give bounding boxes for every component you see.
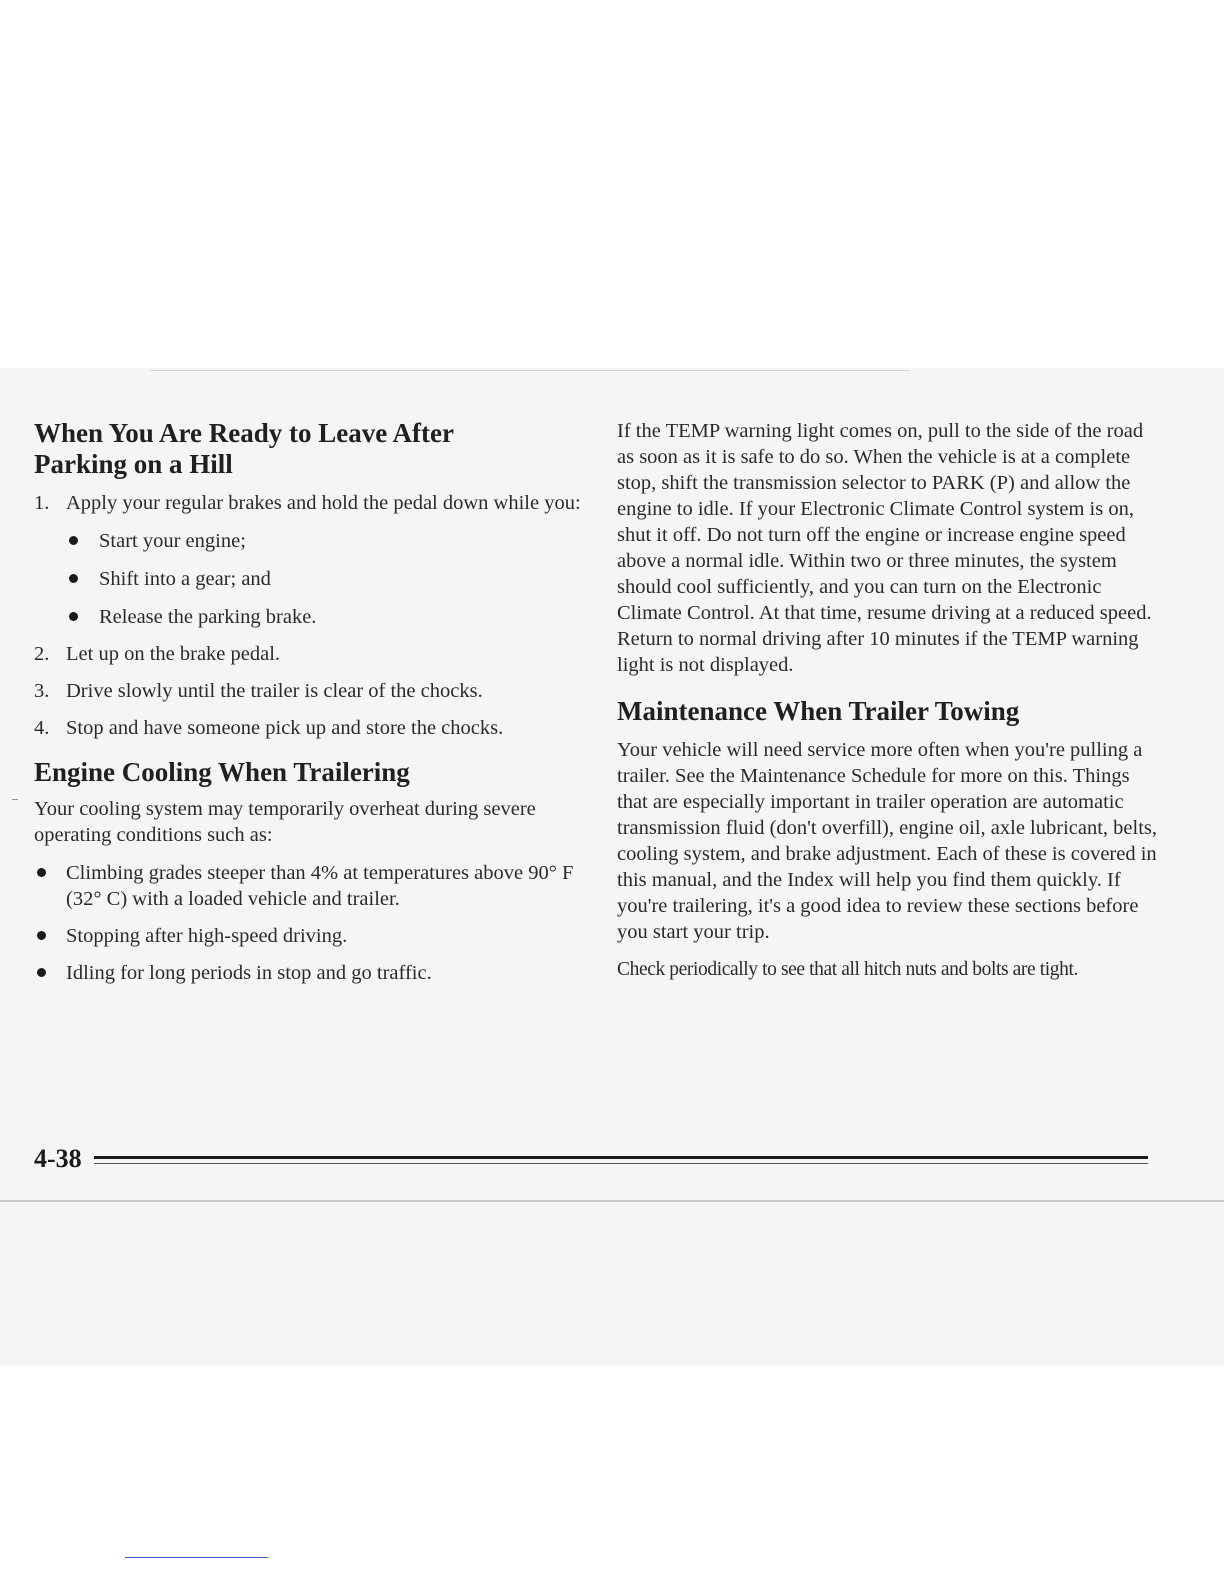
- scan-edge-line: [150, 370, 910, 371]
- page-number: 4-38: [34, 1144, 82, 1173]
- scan-edge-line-bottom: [0, 1200, 1224, 1202]
- step-item: [34, 715, 594, 741]
- stray-scan-mark: [12, 799, 18, 800]
- step-text: Let up on the brake pedal.: [66, 643, 281, 665]
- footer-rule-thin: [94, 1163, 1148, 1164]
- bullet-item: [34, 860, 594, 912]
- step-item: [34, 678, 594, 704]
- sub-bullet-item: [66, 604, 594, 630]
- temp-warning-paragraph: If the TEMP warning light comes on, pull to the side of the road as soon as it is safe to do so. When the vehicle is at a complete stop, shift the transmission selector to PARK (P) and allow the engine to idle. If your Electronic Climate Control system is on, shut it off. Do not turn off the engine or increase engine speed above a normal idle. Within two or three minutes, the system should cool sufficiently, and you can turn on the Electronic Climate Control. At that time, resume driving at a reduced speed. Return to normal driving after 10 minutes if the TEMP warning light is not displayed.: [617, 420, 1152, 676]
- section-heading-engine-cooling: Engine Cooling When Trailering: [34, 757, 410, 787]
- step-text: Stop and have someone pick up and store the chocks.: [66, 717, 504, 739]
- sub-bullet-text: Start your engine;: [99, 530, 246, 552]
- conditions-bullet-list: [34, 860, 594, 986]
- step-number: 1.: [34, 492, 50, 514]
- bullet-dot-icon: [37, 931, 46, 940]
- bullet-dot-icon: [37, 868, 46, 877]
- left-column: [34, 418, 594, 986]
- bullet-item: [34, 960, 594, 986]
- cooling-intro-paragraph: Your cooling system may temporarily overheat during severe operating conditions such as:: [34, 798, 536, 846]
- bullet-text: Idling for long periods in stop and go traffic.: [66, 962, 432, 984]
- steps-list: [34, 490, 594, 741]
- step-text: Drive slowly until the trailer is clear of the chocks.: [66, 680, 483, 702]
- bullet-dot-icon: [37, 968, 46, 977]
- heading-line-1: When You Are Ready to Leave After: [34, 418, 454, 448]
- step-number: 2.: [34, 643, 50, 665]
- heading-line-2: Parking on a Hill: [34, 449, 233, 479]
- bullet-text: Climbing grades steeper than 4% at temperatures above 90° F (32° C) with a loaded vehicle and trailer.: [66, 862, 574, 910]
- maintenance-paragraph: Your vehicle will need service more often when you're pulling a trailer. See the Maintenance Schedule for more on this. Things that are especially important in trailer operation are automatic transmission fluid (don't overfill), engine oil, axle lubricant, belts, cooling system, and brake adjustment. Each of these is covered in this manual, and the Index will help you find them quickly. If you're trailering, it's a good idea to review these sections before you start your trip.: [617, 739, 1157, 943]
- sub-bullet-item: [66, 566, 594, 592]
- sub-bullet-text: Release the parking brake.: [99, 606, 317, 628]
- bullet-dot-icon: [69, 574, 78, 583]
- hitch-check-paragraph: Check periodically to see that all hitch nuts and bolts are tight.: [617, 959, 1078, 980]
- sub-bullet-list: [66, 528, 594, 630]
- bullet-text: Stopping after high-speed driving.: [66, 925, 348, 947]
- section-heading-leave-hill: [34, 418, 594, 480]
- step-number: 4.: [34, 717, 50, 739]
- section-heading-maintenance: Maintenance When Trailer Towing: [617, 696, 1020, 726]
- bullet-item: [34, 923, 594, 949]
- right-column: [617, 418, 1162, 983]
- step-item: [34, 490, 594, 630]
- bullet-dot-icon: [69, 612, 78, 621]
- step-number: 3.: [34, 680, 50, 702]
- step-item: [34, 641, 594, 667]
- footer-rule: [94, 1156, 1148, 1159]
- bullet-dot-icon: [69, 536, 78, 545]
- sub-bullet-text: Shift into a gear; and: [99, 568, 271, 590]
- link-underline: [125, 1557, 268, 1558]
- sub-bullet-item: [66, 528, 594, 554]
- step-text: Apply your regular brakes and hold the pedal down while you:: [66, 492, 581, 514]
